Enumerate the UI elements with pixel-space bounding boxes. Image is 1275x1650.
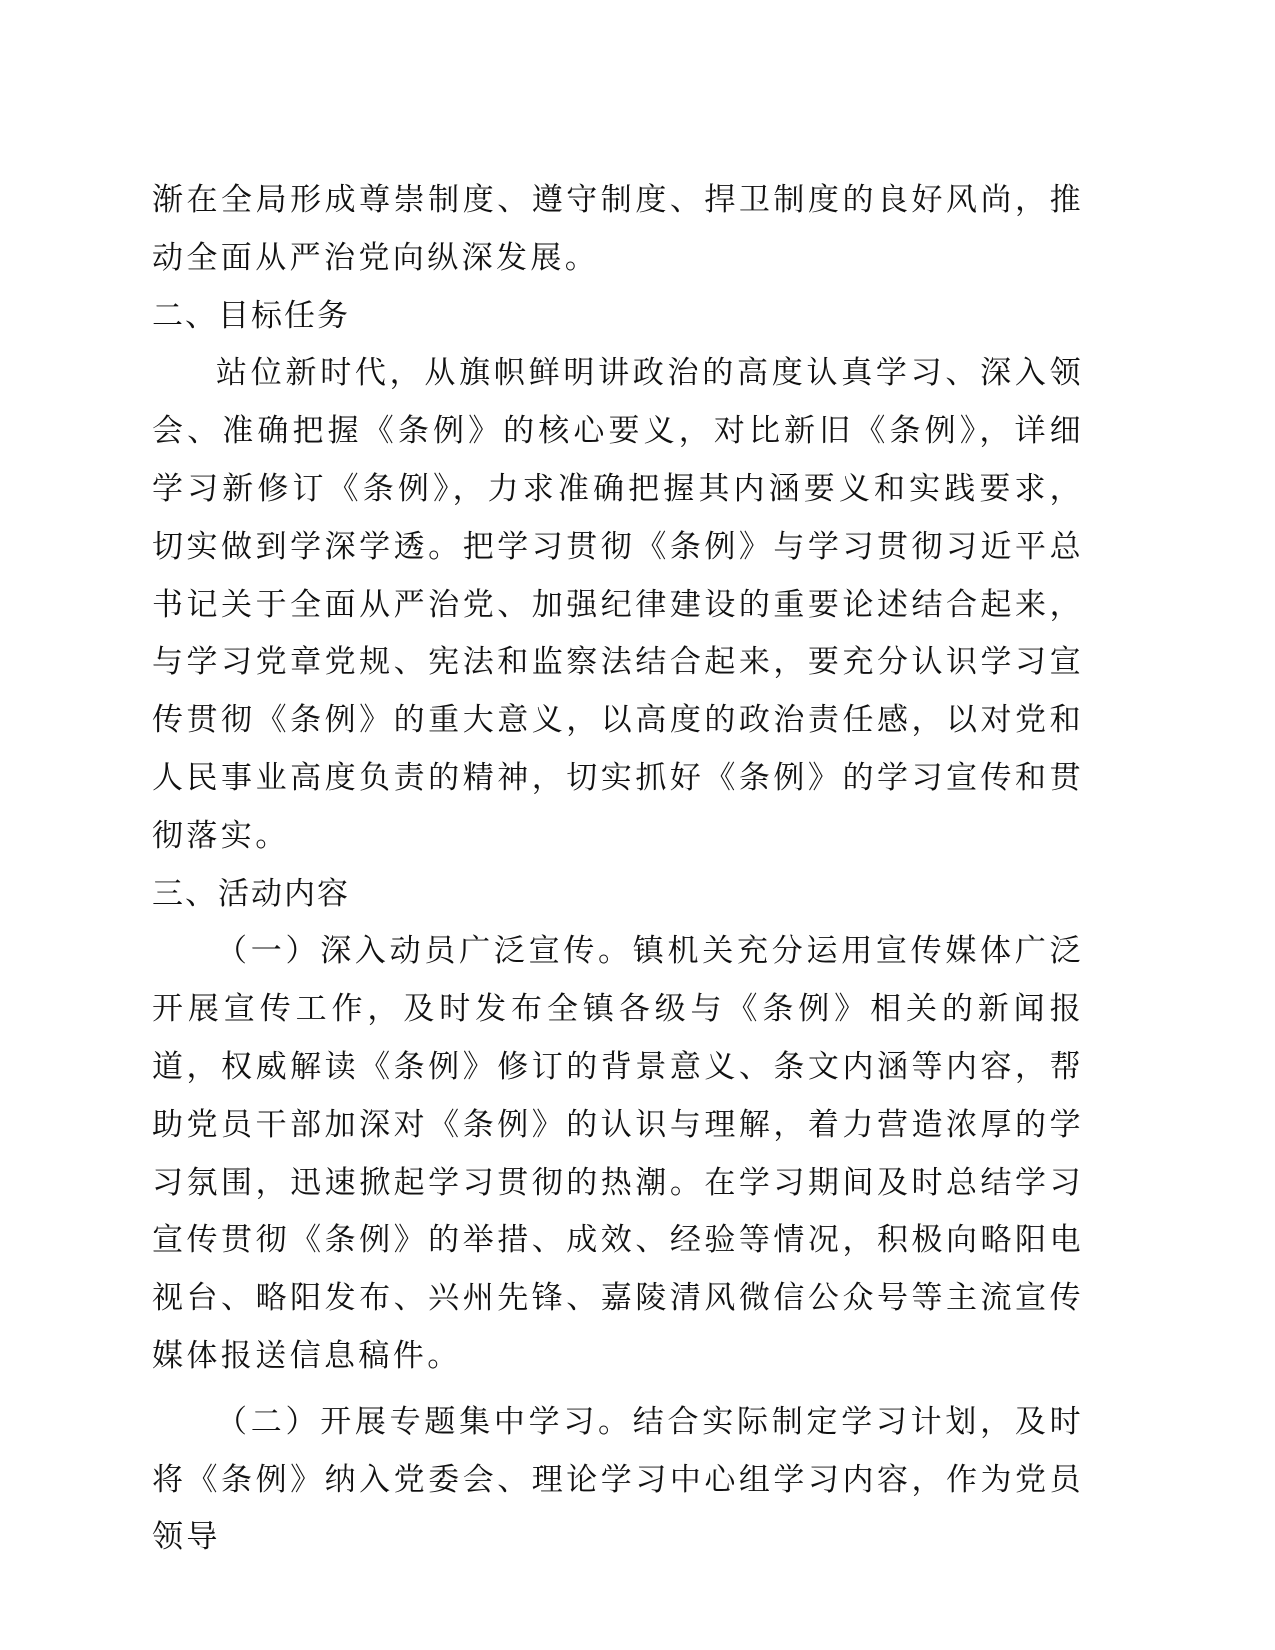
activity-item-1 [152,923,1084,1385]
section-heading-activities: 三、活动内容 [152,875,350,912]
activity-item-1-body: 镇机关充分运用宣传媒体广泛开展宣传工作，及时发布全镇各级与《条例》相关的新闻报道，权威解读《条例》修订的背景意义、条文内涵等内容，帮助党员干部加深对《条例》的认识与理解，着力营造浓厚的学习氛围，迅速掀起学习贯彻的热潮。在学习期间及时总结学习宣传贯彻《条例》的举措、成效、经验等情况，积极向略阳电视台、略阳发布、兴州先锋、嘉陵清风微信公众号等主流宣传媒体报送信息稿件。 [152,933,1084,1374]
continuation-paragraph: 渐在全局形成尊崇制度、遵守制度、捍卫制度的良好风尚，推动全面从严治党向纵深发展。 [152,182,1084,276]
activity-item-2-title: （二）开展专题集中学习。 [216,1403,633,1440]
activity-item-2 [152,1394,1084,1567]
document-body [152,172,1084,1567]
activity-item-1-title: （一）深入动员广泛宣传。 [216,933,633,970]
goals-paragraph: 站位新时代，从旗帜鲜明讲政治的高度认真学习、深入领会、准确把握《条例》的核心要义，对比新旧《条例》，详细学习新修订《条例》，力求准确把握其内涵要义和实践要求，切实做到学深学透。把学习贯彻《条例》与学习贯彻习近平总书记关于全面从严治党、加强纪律建设的重要论述结合起来，与学习党章党规、宪法和监察法结合起来，要充分认识学习宣传贯彻《条例》的重大意义，以高度的政治责任感，以对党和人民事业高度负责的精神，切实抓好《条例》的学习宣传和贯彻落实。 [152,355,1084,854]
section-heading-goals: 二、目标任务 [152,297,350,334]
activity-item-2-body: 结合实际制定学习计划，及时将《条例》纳入党委会、理论学习中心组学习内容，作为党员领导 [152,1403,1084,1556]
